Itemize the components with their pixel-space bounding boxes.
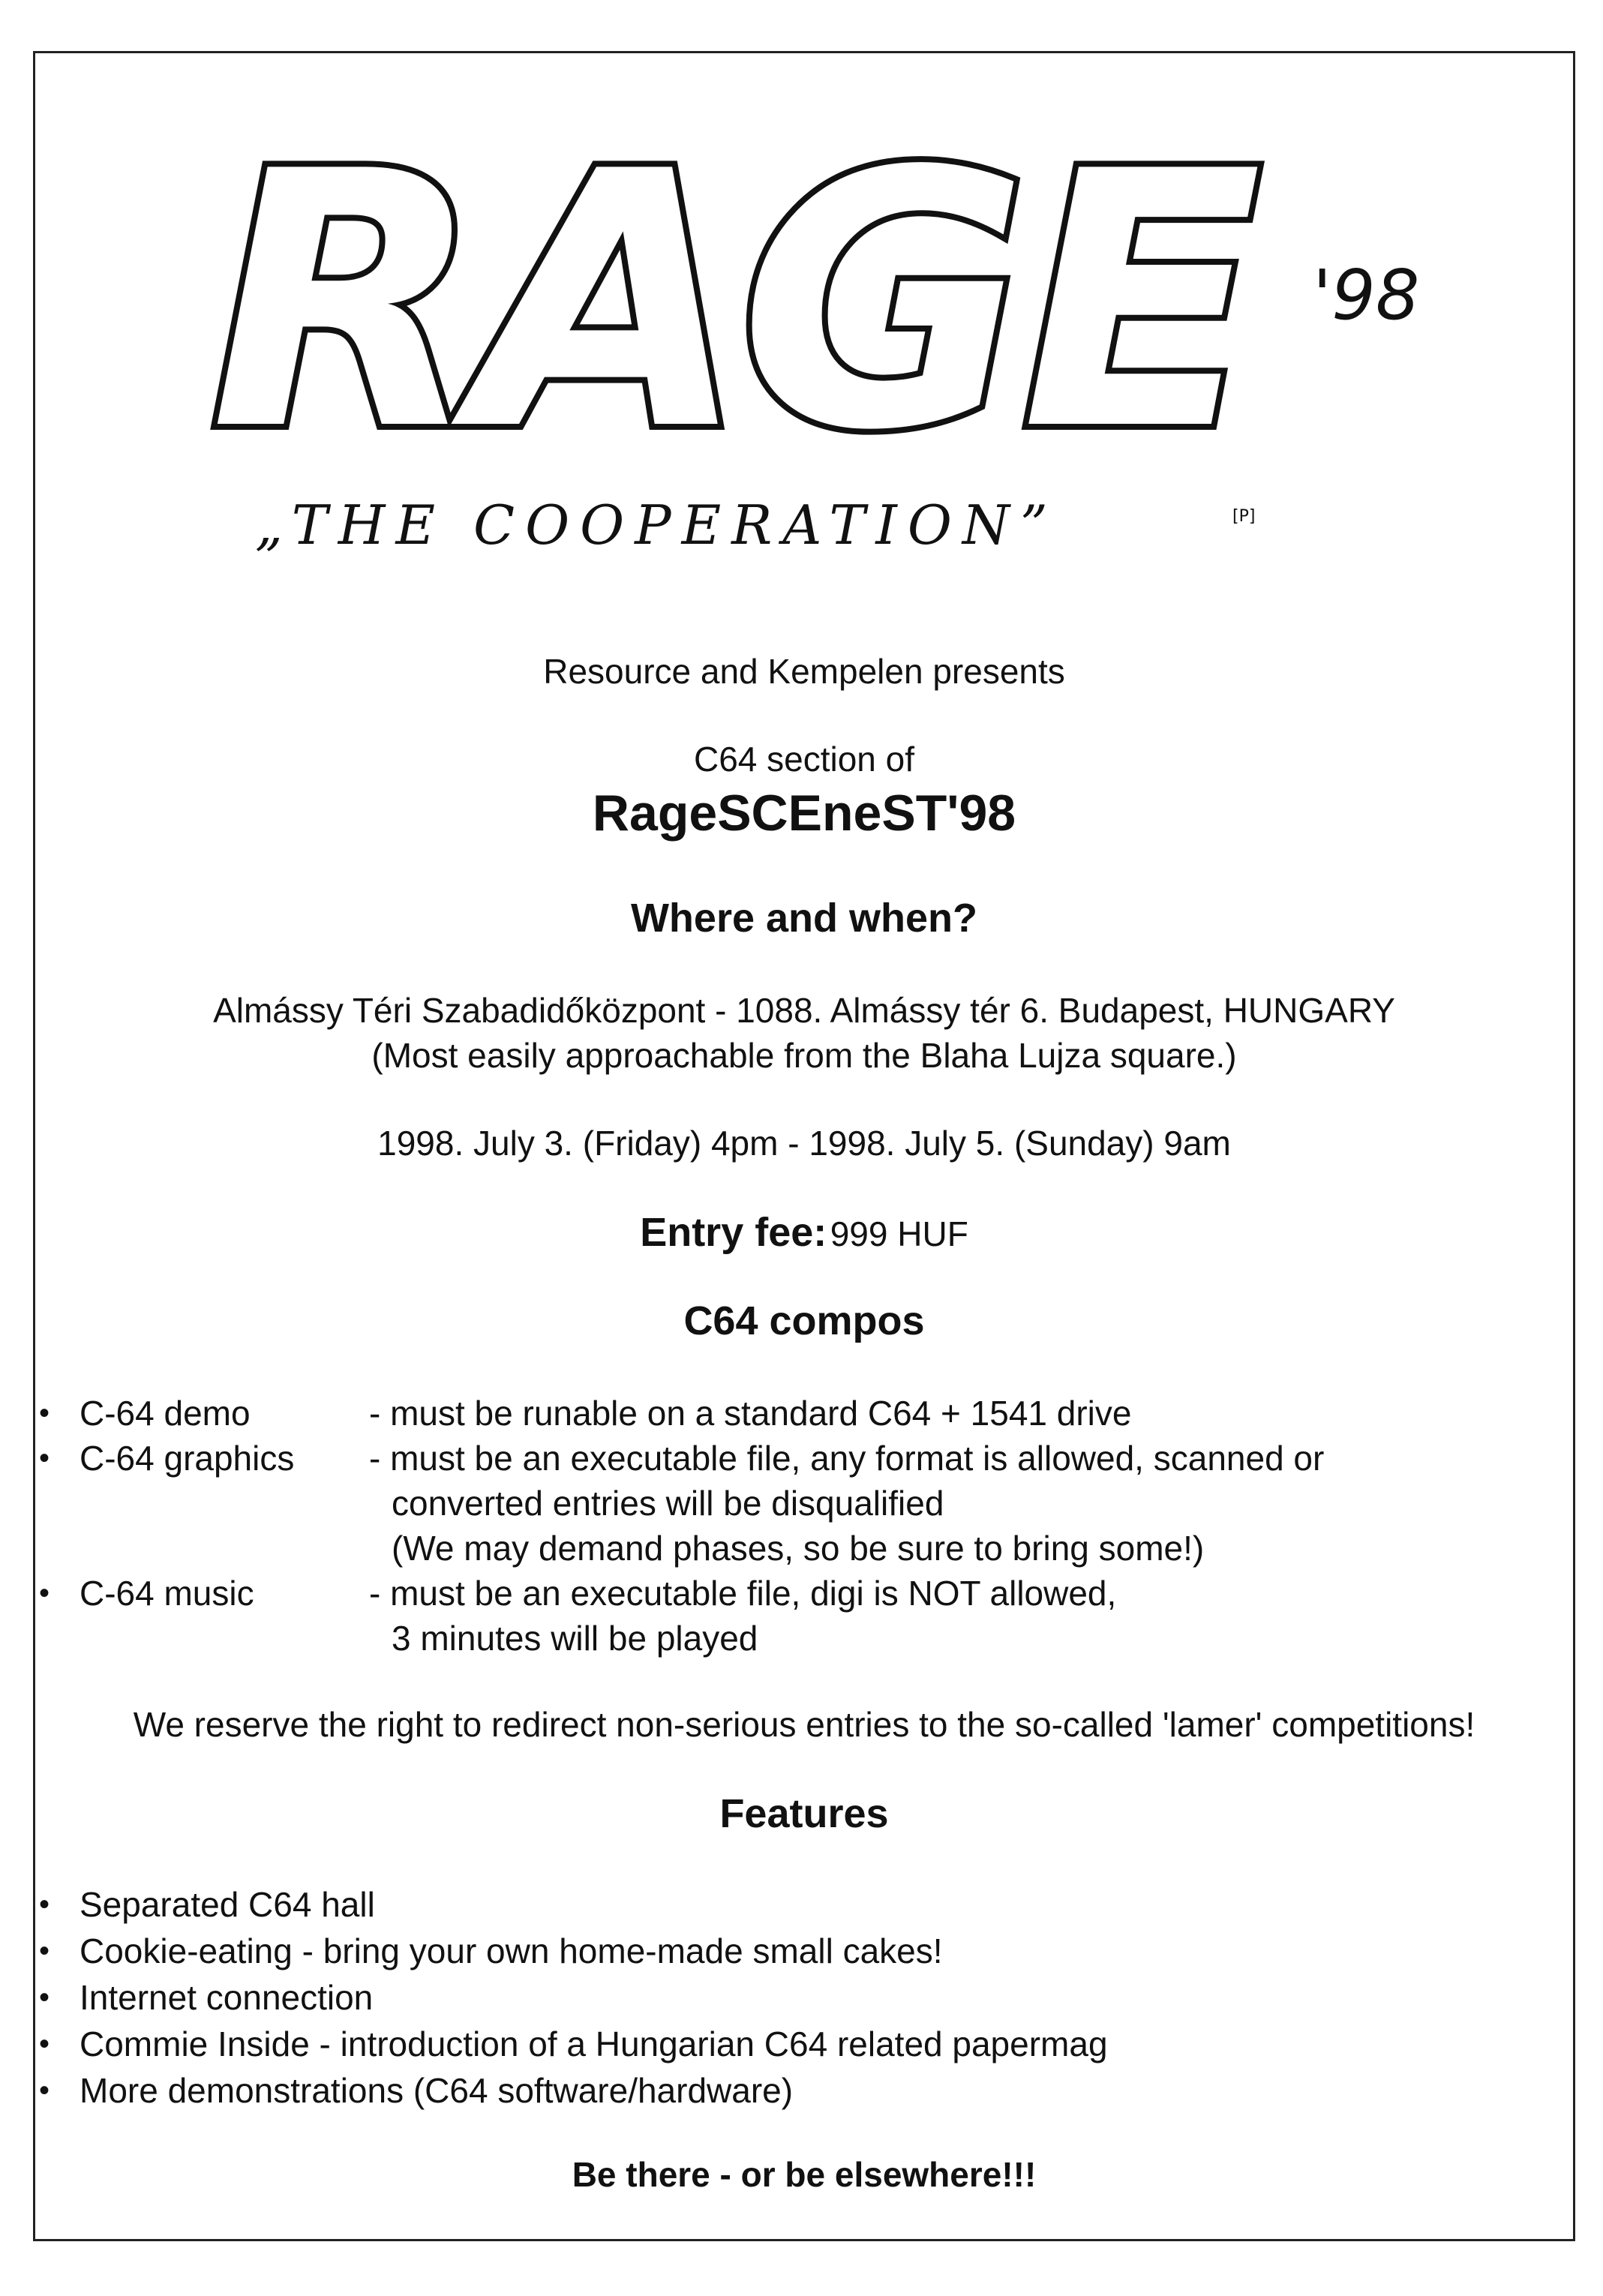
list-item	[0, 2021, 1603, 2067]
list-item	[0, 2067, 1603, 2114]
list-item	[0, 1881, 1603, 1928]
bullet-icon: •	[39, 2027, 50, 2060]
feature-text: Separated C64 hall	[80, 1885, 375, 1924]
venue-approach: (Most easily approachable from the Blaha Lujza square.)	[371, 1036, 1237, 1075]
logo-subtitle: „THE COOPERATION”	[255, 494, 1058, 557]
list-item-continuation	[0, 1616, 1603, 1661]
bullet-icon: •	[39, 1934, 50, 1967]
presenters-line: Resource and Kempelen presents	[543, 652, 1065, 691]
list-item-continuation	[0, 1526, 1603, 1571]
compo-rule: - must be runable on a standard C64 + 1541 drive	[369, 1394, 1132, 1433]
logo-word: RAGE	[210, 97, 1255, 507]
feature-text: Commie Inside - introduction of a Hungarian C64 related papermag	[80, 2024, 1108, 2063]
feature-text: Internet connection	[80, 1978, 374, 2017]
compo-rule: - must be an executable file, digi is NOT allowed,	[369, 1574, 1117, 1613]
feature-list	[0, 1881, 1603, 2114]
compo-rule: 3 minutes will be played	[392, 1619, 758, 1658]
bullet-icon: •	[39, 1442, 50, 1475]
feature-text: Cookie-eating - bring your own home-made small cakes!	[80, 1931, 943, 1970]
bullet-icon: •	[39, 1981, 50, 2014]
compo-rule: converted entries will be disqualified	[392, 1484, 944, 1523]
list-item-continuation	[0, 1481, 1603, 1526]
event-dates: 1998. July 3. (Friday) 4pm - 1998. July 5. (Sunday) 9am	[377, 1124, 1231, 1163]
bullet-icon: •	[39, 1397, 50, 1430]
entry-fee-label: Entry fee:	[640, 1210, 827, 1255]
list-item	[0, 1571, 1603, 1616]
closing-line: Be there - or be elsewhere!!!	[572, 2155, 1037, 2194]
logo-mark: [P]	[1232, 507, 1256, 526]
entry-fee-value: 999 HUF	[830, 1214, 968, 1253]
list-item	[0, 1928, 1603, 1974]
list-item	[0, 1391, 1603, 1436]
compo-list	[0, 1391, 1603, 1661]
bullet-icon: •	[39, 1888, 50, 1921]
entry-fee	[33, 1209, 1575, 1256]
compos-note: We reserve the right to redirect non-serious entries to the so-called 'lamer' competitions!	[133, 1705, 1475, 1744]
list-item	[0, 1974, 1603, 2021]
logo-year: '98	[1313, 255, 1420, 335]
rage-logo	[188, 71, 1448, 559]
feature-text: More demonstrations (C64 software/hardware)	[80, 2071, 794, 2110]
compo-name: C-64 graphics	[80, 1439, 295, 1478]
where-when-heading: Where and when?	[630, 896, 978, 941]
compo-name: C-64 music	[80, 1574, 254, 1613]
venue-address: Almássy Téri Szabadidőközpont - 1088. Almássy tér 6. Budapest, HUNGARY	[213, 991, 1395, 1030]
compo-name: C-64 demo	[80, 1394, 251, 1433]
bullet-icon: •	[39, 1577, 50, 1610]
features-heading: Features	[719, 1791, 889, 1836]
compos-heading: C64 compos	[683, 1298, 925, 1343]
event-title: RageSCEneST'98	[592, 785, 1016, 842]
compo-rule: - must be an executable file, any format is allowed, scanned or	[369, 1439, 1325, 1478]
compo-rule: (We may demand phases, so be sure to bring some!)	[392, 1529, 1205, 1568]
list-item	[0, 1436, 1603, 1481]
section-line: C64 section of	[693, 740, 915, 779]
bullet-icon: •	[39, 2074, 50, 2107]
